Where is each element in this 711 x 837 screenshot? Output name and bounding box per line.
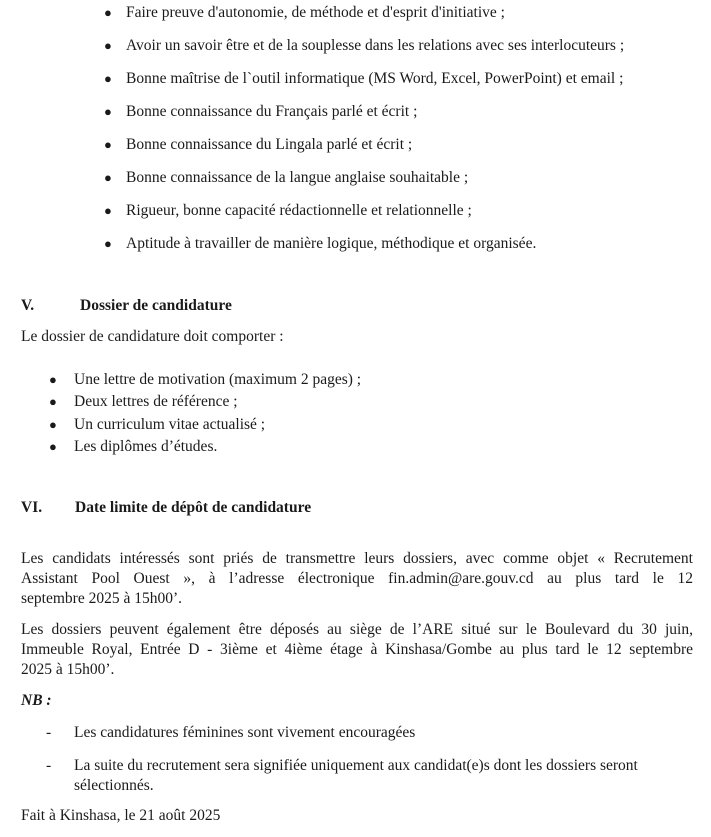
bullet-icon: ● [49, 394, 57, 409]
bullet-icon: ● [49, 439, 57, 454]
dash-icon: - [46, 757, 52, 774]
bullet-icon: ● [104, 38, 112, 53]
bullet-icon: ● [104, 236, 112, 251]
bullet-icon: ● [104, 5, 112, 20]
nb-label: NB : [21, 692, 52, 709]
bullet-icon: ● [104, 137, 112, 152]
bullet-icon: ● [104, 104, 112, 119]
section-title: Dossier de candidature [80, 297, 232, 314]
bullet-icon: ● [104, 170, 112, 185]
section-number: VI. [21, 499, 43, 516]
section-number: V. [21, 297, 35, 314]
bullet-icon: ● [104, 203, 112, 218]
paragraph-submission-email: Les candidats intéressés sont priés de transmettre leurs dossiers, avec comme objet « Recrutement Assistant Pool Ouest », à l’adresse électronique fin.admin@are.gouv.cd au plus tard le 12 septembre 2025 à 15h00’. [21, 550, 693, 607]
dash-icon: - [46, 724, 52, 741]
paragraph-submission-office: Les dossiers peuvent également être déposés au siège de l’ARE situé sur le Boulevard du 30 juin, Immeuble Royal, Entrée D - 3ième et 4ième étage à Kinshasa/Gombe au plus tard le 12 septembre 2025 à 15h00’. [21, 621, 693, 678]
signoff: Fait à Kinshasa, le 21 août 2025 [21, 807, 221, 824]
bullet-icon: ● [49, 372, 57, 387]
section-title: Date limite de dépôt de candidature [75, 499, 312, 516]
section-intro: Le dossier de candidature doit comporter : [21, 328, 284, 345]
bullet-icon: ● [104, 71, 112, 86]
document-page: ● Faire preuve d'autonomie, de méthode et d'esprit d'initiative ; ● Avoir un savoir être et de la souplesse dans les relations avec ses interlocuteurs ; ● Bonne maîtrise de l`outil informatique (MS Word, Excel, PowerPoint) et email ; ● Bonne connaissance du Français parlé et écrit ; ● Bonne connaissance du Lingala parlé et écrit ; ● Bonne connaissance de la langue anglaise souhaitable ; ● Rigueur, bonne capacité rédactionnelle et relationnelle ; ● Aptitude à travailler de manière logique, méthodique et organisée. V. Dossier de candidature Le dossier de candidature doit comporter : ● Une lettre de motivation (maximum 2 pages) ; ● Deux lettres de référence ; ● Un curriculum vitae actualisé ; ● Les diplômes d’études. VI. Date limite de dépôt de candidature Les candidats intéressés sont priés de transmettre leurs dossiers, avec comme objet « Recrutement Assistant Pool Ouest », à l’adresse électronique fin.admin@are.gouv.cd au plus tard le 12 septembre 2025 à 15h00’. Les dossiers peuvent également être déposés au siège de l’ARE situé sur le Boulevard du 30 juin, Immeuble Royal, Entrée D - 3ième et 4ième étage à Kinshasa/Gombe au plus tard le 12 septembre 2025 à 15h00’. NB : - Les candidatures féminines sont vivement encouragées - La suite du recrutement sera signifiée uniquement aux candidat(e)s dont les dossiers seront sélectionnés. Fait à Kinshasa, le 21 août 2025 [21, 4, 693, 824]
bullet-icon: ● [49, 417, 57, 432]
